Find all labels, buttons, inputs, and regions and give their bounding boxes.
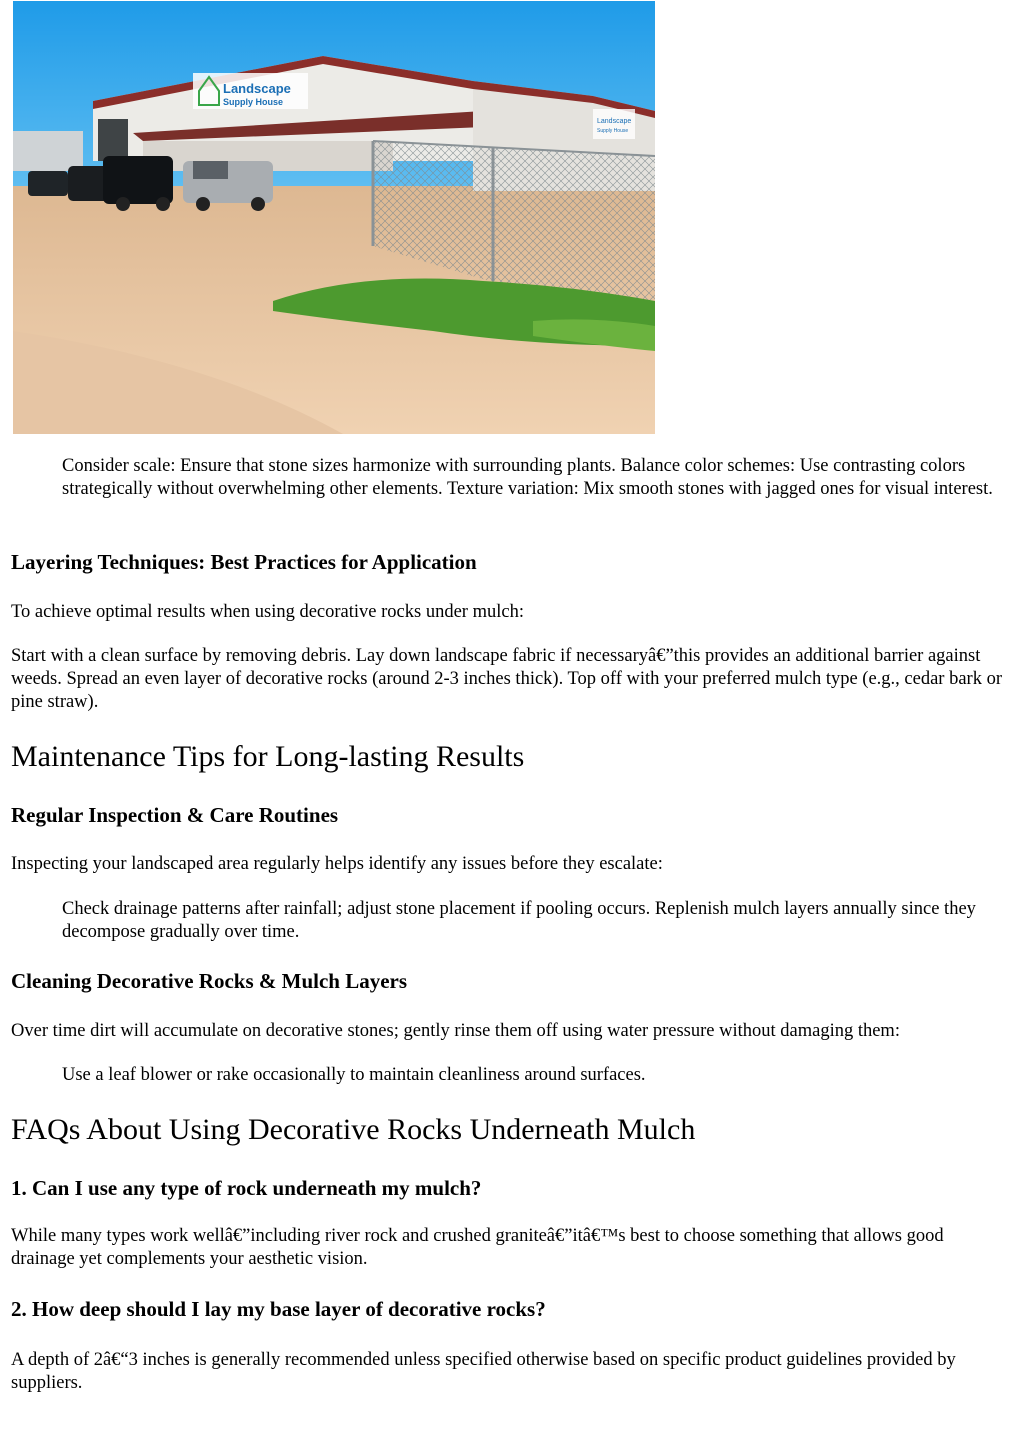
side-sign-line2: Supply House — [597, 128, 629, 134]
building-sign — [193, 73, 308, 109]
faq-question-2: 2. How deep should I lay my base layer of decorative rocks? — [11, 1297, 546, 1321]
sign-text-line1: Landscape — [223, 81, 291, 96]
faqs-heading: FAQs About Using Decorative Rocks Underneath Mulch — [11, 1113, 696, 1146]
layering-steps: Start with a clean surface by removing debris. Lay down landscape fabric if necessaryâ€”this provides an additional barrier against weeds. Spread an even layer of decorative rocks (around 2-3 inches thick). Top off with your preferred mulch type (e.g., cedar bark or pine straw). — [11, 646, 1002, 712]
faq-answer-2: A depth of 2â€“3 inches is generally recommended unless specified otherwise based on specific product guidelines provided by suppliers. — [11, 1350, 956, 1393]
inspection-intro: Inspecting your landscaped area regularly helps identify any issues before they escalate: — [11, 854, 663, 874]
layering-intro: To achieve optimal results when using decorative rocks under mulch: — [11, 602, 524, 622]
sign-text-line2: Supply House — [223, 97, 284, 107]
inspection-quote: Check drainage patterns after rainfall; adjust stone placement if pooling occurs. Replenish mulch layers annually since they decompose gradually over time. — [62, 899, 976, 942]
maintenance-heading: Maintenance Tips for Long-lasting Results — [11, 740, 525, 773]
layering-heading: Layering Techniques: Best Practices for Application — [11, 550, 477, 574]
faq-answer-1: While many types work wellâ€”including river rock and crushed graniteâ€”itâ€™s best to choose something that allows good drainage yet complements your aesthetic vision. — [11, 1226, 944, 1269]
cleaning-intro: Over time dirt will accumulate on decorative stones; gently rinse them off using water pressure without damaging them: — [11, 1021, 900, 1041]
cleaning-quote: Use a leaf blower or rake occasionally to maintain cleanliness around surfaces. — [62, 1065, 646, 1085]
side-sign — [593, 109, 635, 139]
faq-question-1: 1. Can I use any type of rock underneath my mulch? — [11, 1176, 482, 1200]
cleaning-heading: Cleaning Decorative Rocks & Mulch Layers — [11, 969, 408, 993]
scale-tips-quote: Consider scale: Ensure that stone sizes harmonize with surrounding plants. Balance color schemes: Use contrasting colors strategically without overwhelming other elements. Texture variation: Mix smooth stones with jagged ones for visual interest. — [62, 456, 993, 499]
side-sign-line1: Landscape — [597, 118, 632, 125]
inspection-heading: Regular Inspection & Care Routines — [11, 803, 339, 827]
landscape-supply-photo — [13, 1, 655, 434]
